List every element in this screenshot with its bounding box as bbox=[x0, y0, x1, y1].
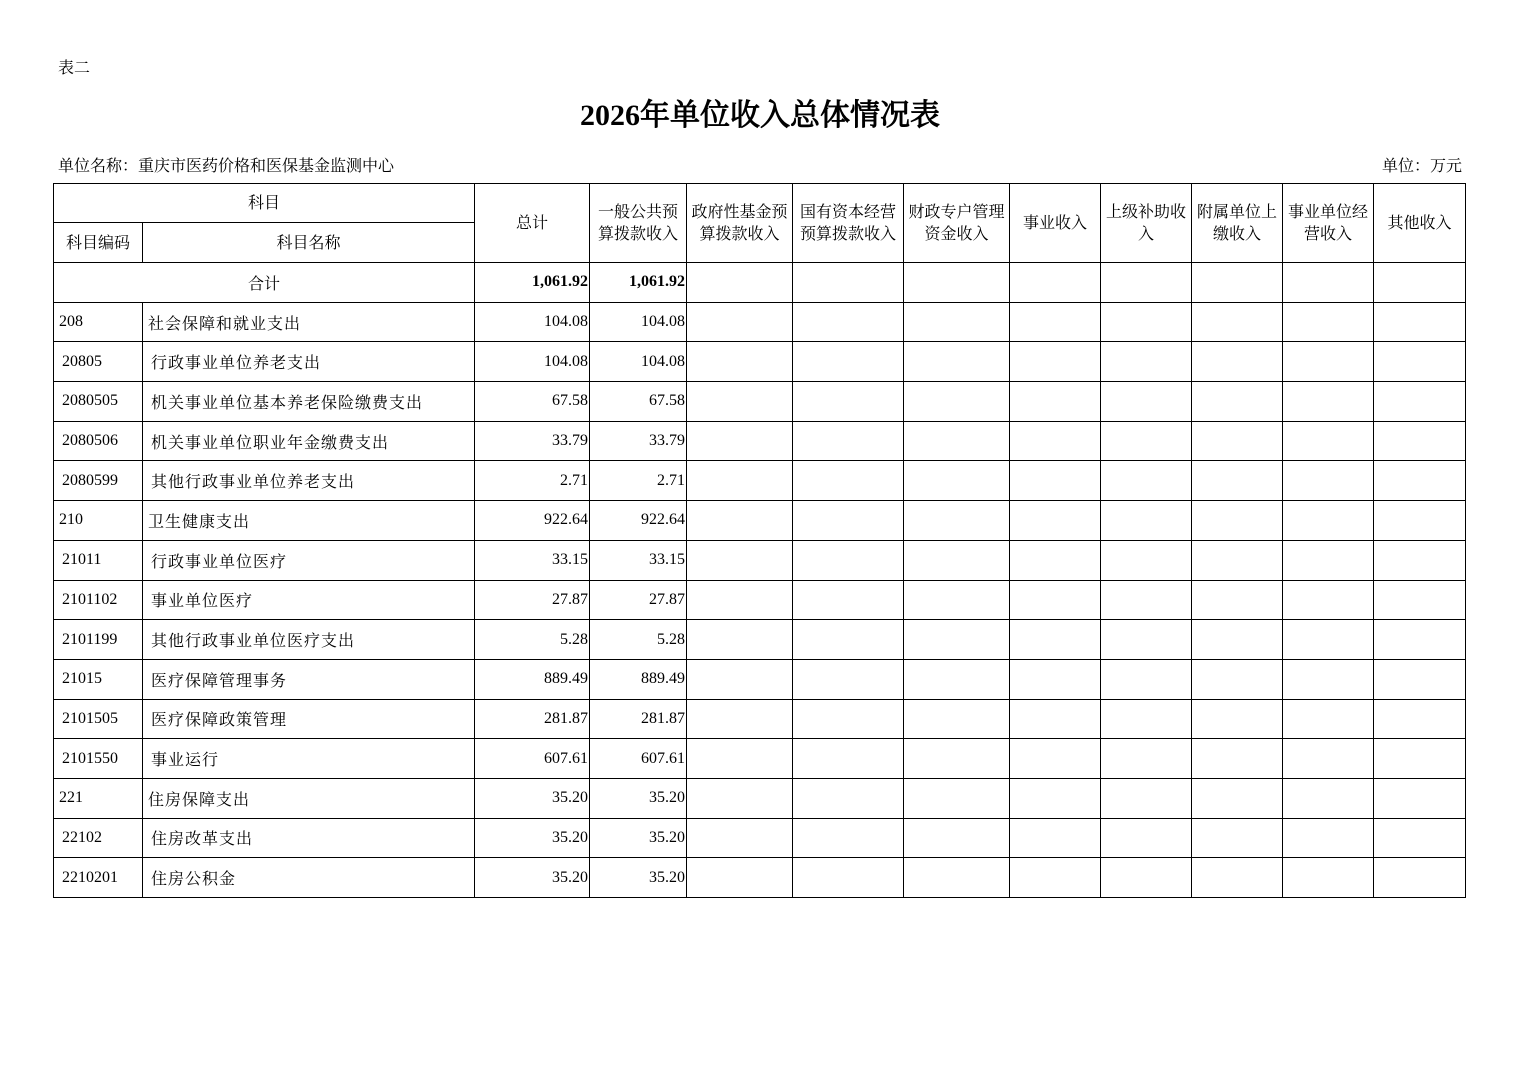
empty-cell bbox=[1374, 659, 1466, 699]
empty-cell bbox=[793, 461, 904, 501]
empty-cell bbox=[904, 461, 1010, 501]
subject-code: 221 bbox=[54, 778, 143, 818]
empty-cell bbox=[1010, 382, 1101, 422]
subject-name: 机关事业单位职业年金缴费支出 bbox=[143, 421, 475, 461]
subject-code: 2101199 bbox=[54, 620, 143, 660]
table-row bbox=[54, 778, 1466, 818]
table-row bbox=[54, 302, 1466, 342]
empty-cell bbox=[687, 699, 793, 739]
empty-cell bbox=[1283, 739, 1374, 779]
empty-cell bbox=[1283, 461, 1374, 501]
subject-name: 事业运行 bbox=[143, 739, 475, 779]
empty-cell bbox=[1101, 382, 1192, 422]
empty-cell bbox=[904, 421, 1010, 461]
empty-cell bbox=[1010, 580, 1101, 620]
general-budget-value: 281.87 bbox=[590, 699, 687, 739]
general-budget-value: 35.20 bbox=[590, 858, 687, 898]
header-business-income: 事业收入 bbox=[1010, 184, 1101, 263]
subject-name: 卫生健康支出 bbox=[143, 501, 475, 541]
empty-cell bbox=[904, 858, 1010, 898]
general-budget-value: 2.71 bbox=[590, 461, 687, 501]
empty-cell bbox=[1283, 540, 1374, 580]
total-label: 合计 bbox=[54, 263, 475, 303]
empty-cell bbox=[687, 342, 793, 382]
empty-cell bbox=[793, 739, 904, 779]
general-budget-value: 889.49 bbox=[590, 659, 687, 699]
empty-cell bbox=[1374, 778, 1466, 818]
page-title: 2026年单位收入总体情况表 bbox=[580, 99, 940, 132]
header-superior-subsidy: 上级补助收入 bbox=[1101, 184, 1192, 263]
empty-cell bbox=[1192, 302, 1283, 342]
empty-cell bbox=[687, 858, 793, 898]
subject-code: 2101550 bbox=[54, 739, 143, 779]
empty-cell bbox=[1283, 778, 1374, 818]
currency-unit: 单位：万元 bbox=[1381, 156, 1462, 175]
subject-code: 210 bbox=[54, 501, 143, 541]
empty-cell bbox=[1374, 382, 1466, 422]
header-operating-income: 事业单位经营收入 bbox=[1283, 184, 1374, 263]
general-budget-value: 5.28 bbox=[590, 620, 687, 660]
empty-cell bbox=[1010, 818, 1101, 858]
empty-cell bbox=[1010, 620, 1101, 660]
empty-cell bbox=[1192, 382, 1283, 422]
empty-cell bbox=[1192, 858, 1283, 898]
empty-cell bbox=[793, 858, 904, 898]
total-value: 281.87 bbox=[475, 699, 590, 739]
empty-cell bbox=[1192, 501, 1283, 541]
table-row bbox=[54, 421, 1466, 461]
empty-cell bbox=[687, 580, 793, 620]
header-fiscal-special: 财政专户管理资金收入 bbox=[904, 184, 1010, 263]
empty-cell bbox=[1101, 302, 1192, 342]
general-budget-value: 922.64 bbox=[590, 501, 687, 541]
subject-name: 事业单位医疗 bbox=[143, 580, 475, 620]
empty-cell bbox=[904, 302, 1010, 342]
total-value: 67.58 bbox=[475, 382, 590, 422]
table-row bbox=[54, 699, 1466, 739]
subject-name: 其他行政事业单位医疗支出 bbox=[143, 620, 475, 660]
empty-cell bbox=[1374, 580, 1466, 620]
empty-cell bbox=[1101, 580, 1192, 620]
empty-cell bbox=[1010, 421, 1101, 461]
empty-cell bbox=[1283, 659, 1374, 699]
total-value: 607.61 bbox=[475, 739, 590, 779]
general-budget-value: 607.61 bbox=[590, 739, 687, 779]
empty-cell bbox=[904, 699, 1010, 739]
empty-cell bbox=[1010, 739, 1101, 779]
general-budget-value: 33.15 bbox=[590, 540, 687, 580]
general-budget-value: 33.79 bbox=[590, 421, 687, 461]
subject-name: 住房公积金 bbox=[143, 858, 475, 898]
subject-code: 2101102 bbox=[54, 580, 143, 620]
empty-cell bbox=[1101, 858, 1192, 898]
empty-cell bbox=[687, 302, 793, 342]
empty-cell bbox=[1374, 540, 1466, 580]
subject-code: 208 bbox=[54, 302, 143, 342]
empty-cell bbox=[1374, 620, 1466, 660]
empty-cell bbox=[904, 818, 1010, 858]
empty-cell bbox=[904, 778, 1010, 818]
empty-cell bbox=[1374, 739, 1466, 779]
empty-cell bbox=[687, 501, 793, 541]
subject-name: 医疗保障管理事务 bbox=[143, 659, 475, 699]
empty-cell bbox=[793, 699, 904, 739]
total-value: 104.08 bbox=[475, 302, 590, 342]
empty-cell bbox=[687, 818, 793, 858]
empty-cell bbox=[1010, 659, 1101, 699]
empty-cell bbox=[793, 302, 904, 342]
empty-cell bbox=[793, 778, 904, 818]
empty-cell bbox=[904, 580, 1010, 620]
table-row bbox=[54, 382, 1466, 422]
total-value: 35.20 bbox=[475, 858, 590, 898]
empty-cell bbox=[687, 382, 793, 422]
empty-cell bbox=[1101, 461, 1192, 501]
empty-cell bbox=[793, 501, 904, 541]
empty-cell bbox=[1010, 540, 1101, 580]
empty-cell bbox=[904, 342, 1010, 382]
empty-cell bbox=[1374, 699, 1466, 739]
table-row bbox=[54, 620, 1466, 660]
subject-name: 机关事业单位基本养老保险缴费支出 bbox=[143, 382, 475, 422]
subject-name: 行政事业单位医疗 bbox=[143, 540, 475, 580]
subject-name: 社会保障和就业支出 bbox=[143, 302, 475, 342]
empty-cell bbox=[1192, 739, 1283, 779]
empty-cell bbox=[793, 342, 904, 382]
empty-cell bbox=[904, 620, 1010, 660]
empty-cell bbox=[1192, 421, 1283, 461]
empty-cell bbox=[1192, 580, 1283, 620]
empty-cell bbox=[793, 659, 904, 699]
table-row bbox=[54, 461, 1466, 501]
empty-cell bbox=[793, 620, 904, 660]
empty-cell bbox=[687, 620, 793, 660]
total-value: 35.20 bbox=[475, 778, 590, 818]
general-budget-value: 27.87 bbox=[590, 580, 687, 620]
empty-cell bbox=[1192, 620, 1283, 660]
subject-code: 2101505 bbox=[54, 699, 143, 739]
empty-cell bbox=[1101, 501, 1192, 541]
empty-cell bbox=[1010, 342, 1101, 382]
header-gov-fund: 政府性基金预算拨款收入 bbox=[687, 184, 793, 263]
empty-cell bbox=[1010, 501, 1101, 541]
total-value: 104.08 bbox=[475, 342, 590, 382]
general-budget-value: 104.08 bbox=[590, 342, 687, 382]
subject-code: 2080505 bbox=[54, 382, 143, 422]
empty-cell bbox=[687, 421, 793, 461]
empty-cell bbox=[1374, 858, 1466, 898]
empty-cell bbox=[1101, 620, 1192, 660]
income-table bbox=[53, 183, 1466, 898]
empty-cell bbox=[904, 659, 1010, 699]
table-number: 表二 bbox=[58, 58, 91, 77]
empty-cell bbox=[1374, 501, 1466, 541]
total-value: 922.64 bbox=[475, 501, 590, 541]
empty-cell bbox=[904, 501, 1010, 541]
empty-cell bbox=[1010, 461, 1101, 501]
subject-code: 2210201 bbox=[54, 858, 143, 898]
subject-code: 22102 bbox=[54, 818, 143, 858]
empty-cell bbox=[687, 461, 793, 501]
total-row bbox=[54, 263, 1466, 303]
total-total-value: 1,061.92 bbox=[475, 263, 590, 303]
total-value: 2.71 bbox=[475, 461, 590, 501]
general-budget-value: 104.08 bbox=[590, 302, 687, 342]
subject-name: 其他行政事业单位养老支出 bbox=[143, 461, 475, 501]
empty-cell bbox=[793, 382, 904, 422]
empty-cell bbox=[1010, 778, 1101, 818]
total-value: 33.15 bbox=[475, 540, 590, 580]
table-row bbox=[54, 818, 1466, 858]
table-row bbox=[54, 739, 1466, 779]
total-general-budget-value: 1,061.92 bbox=[590, 263, 687, 303]
empty-cell bbox=[1374, 342, 1466, 382]
empty-cell bbox=[1283, 818, 1374, 858]
empty-cell bbox=[793, 540, 904, 580]
header-affiliated-turnover: 附属单位上缴收入 bbox=[1192, 184, 1283, 263]
empty-cell bbox=[1010, 302, 1101, 342]
empty-cell bbox=[1374, 461, 1466, 501]
subject-name: 住房保障支出 bbox=[143, 778, 475, 818]
empty-cell bbox=[1283, 858, 1374, 898]
empty-cell bbox=[1283, 421, 1374, 461]
empty-cell bbox=[1101, 540, 1192, 580]
header-state-capital: 国有资本经营预算拨款收入 bbox=[793, 184, 904, 263]
subject-code: 2080506 bbox=[54, 421, 143, 461]
empty-cell bbox=[1192, 342, 1283, 382]
subject-code: 21011 bbox=[54, 540, 143, 580]
empty-cell bbox=[1192, 659, 1283, 699]
general-budget-value: 35.20 bbox=[590, 778, 687, 818]
total-value: 889.49 bbox=[475, 659, 590, 699]
empty-cell bbox=[687, 659, 793, 699]
empty-cell bbox=[687, 739, 793, 779]
subject-code: 2080599 bbox=[54, 461, 143, 501]
subject-name: 医疗保障政策管理 bbox=[143, 699, 475, 739]
empty-cell bbox=[1283, 302, 1374, 342]
unit-name: 单位名称：重庆市医药价格和医保基金监测中心 bbox=[58, 156, 395, 175]
empty-cell bbox=[687, 778, 793, 818]
empty-cell bbox=[1101, 659, 1192, 699]
subject-name: 行政事业单位养老支出 bbox=[143, 342, 475, 382]
empty-cell bbox=[904, 739, 1010, 779]
empty-cell bbox=[1101, 778, 1192, 818]
general-budget-value: 67.58 bbox=[590, 382, 687, 422]
empty-cell bbox=[904, 540, 1010, 580]
header-subject-name: 科目名称 bbox=[143, 223, 475, 263]
empty-cell bbox=[1101, 421, 1192, 461]
table-row bbox=[54, 858, 1466, 898]
empty-cell bbox=[1192, 461, 1283, 501]
empty-cell bbox=[1283, 382, 1374, 422]
empty-cell bbox=[1283, 620, 1374, 660]
total-value: 5.28 bbox=[475, 620, 590, 660]
empty-cell bbox=[793, 421, 904, 461]
header-subject-code: 科目编码 bbox=[54, 223, 143, 263]
total-value: 33.79 bbox=[475, 421, 590, 461]
empty-cell bbox=[1101, 739, 1192, 779]
table-row bbox=[54, 342, 1466, 382]
empty-cell bbox=[1010, 858, 1101, 898]
header-other-income: 其他收入 bbox=[1374, 184, 1466, 263]
subject-name: 住房改革支出 bbox=[143, 818, 475, 858]
header-general-budget: 一般公共预算拨款收入 bbox=[590, 184, 687, 263]
empty-cell bbox=[1192, 778, 1283, 818]
total-value: 35.20 bbox=[475, 818, 590, 858]
empty-cell bbox=[1101, 699, 1192, 739]
empty-cell bbox=[1101, 818, 1192, 858]
empty-cell bbox=[793, 818, 904, 858]
header-total: 总计 bbox=[475, 184, 590, 263]
empty-cell bbox=[1192, 818, 1283, 858]
empty-cell bbox=[1192, 699, 1283, 739]
empty-cell bbox=[1283, 342, 1374, 382]
table-row bbox=[54, 540, 1466, 580]
subject-code: 21015 bbox=[54, 659, 143, 699]
empty-cell bbox=[1283, 580, 1374, 620]
table-row bbox=[54, 659, 1466, 699]
empty-cell bbox=[1283, 501, 1374, 541]
empty-cell bbox=[1010, 699, 1101, 739]
table-row bbox=[54, 501, 1466, 541]
empty-cell bbox=[1283, 699, 1374, 739]
empty-cell bbox=[1374, 302, 1466, 342]
total-value: 27.87 bbox=[475, 580, 590, 620]
empty-cell bbox=[1192, 540, 1283, 580]
header-subject: 科目 bbox=[54, 184, 475, 223]
empty-cell bbox=[904, 382, 1010, 422]
table-row bbox=[54, 580, 1466, 620]
subject-code: 20805 bbox=[54, 342, 143, 382]
general-budget-value: 35.20 bbox=[590, 818, 687, 858]
empty-cell bbox=[1374, 421, 1466, 461]
empty-cell bbox=[687, 540, 793, 580]
empty-cell bbox=[1101, 342, 1192, 382]
empty-cell bbox=[1374, 818, 1466, 858]
empty-cell bbox=[793, 580, 904, 620]
